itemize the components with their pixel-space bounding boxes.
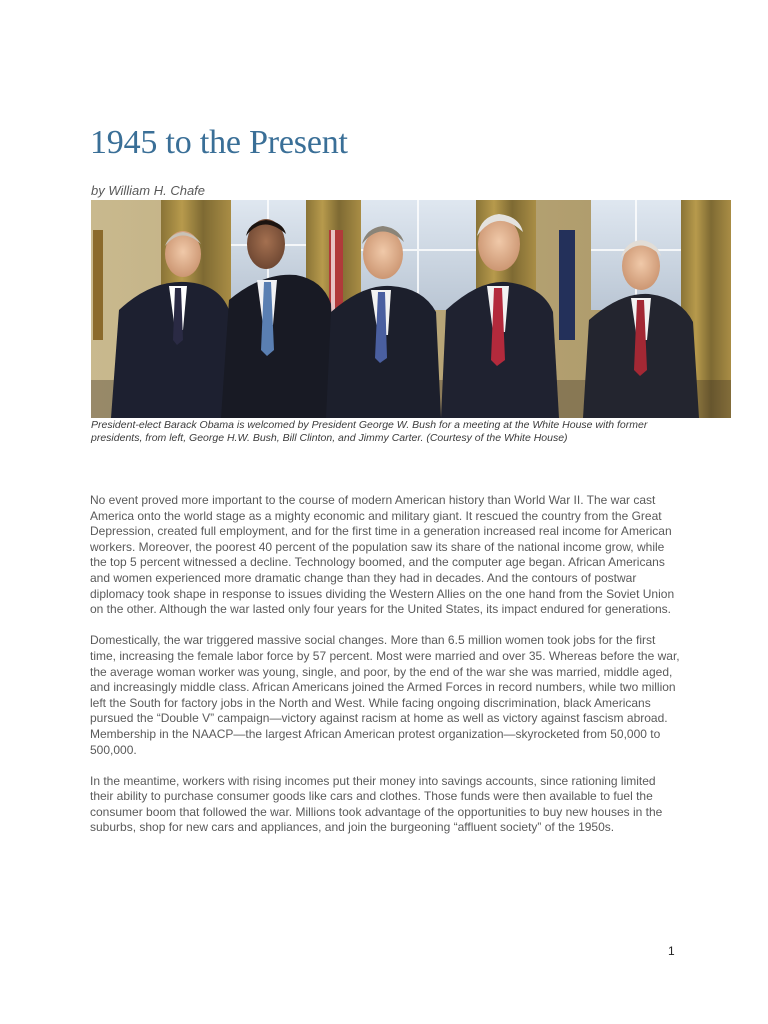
article-body bbox=[90, 493, 682, 852]
author-byline: by William H. Chafe bbox=[91, 183, 206, 198]
paragraph: Domestically, the war triggered massive social changes. More than 6.5 million women took jobs for the first time, increasing the female labor force by 57 percent. Most were married and over 35. Whereas before the war, the average woman worker was young, single, and poor, by the end of the war she was married, middle aged, and increasingly middle class. African Americans joined the Armed Forces in record numbers, while two million left the South for factory jobs in the North and West. While facing ongoing discrimination, black Americans pursued the “Double V” campaign—victory against racism at home as well as victory against fascism abroad. Membership in the NAACP—the largest African American protest organization—skyrocketed from 50,000 to 500,000. bbox=[90, 633, 680, 757]
presidents-photo bbox=[91, 200, 731, 418]
presidents-photo-illustration bbox=[91, 200, 731, 418]
paragraph: In the meantime, workers with rising incomes put their money into savings accounts, since rationing limited their ability to purchase consumer goods like cars and clothes. Those funds were then available to fuel the consumer boom that followed the war. Millions took advantage of the opportunities to buy new houses in the suburbs, shop for new cars and appliances, and join the burgeoning “affluent society” of the 1950s. bbox=[90, 773, 663, 835]
photo-caption: President-elect Barack Obama is welcomed by President George W. Bush for a meeting at the White House with former presidents, from left, George H.W. Bush, Bill Clinton, and Jimmy Carter. (Courtesy of the White House) bbox=[91, 419, 648, 444]
paragraph: No event proved more important to the course of modern American history than World War II. The war cast America onto the world stage as a mighty economic and military giant. It rescued the country from the Great Depression, created full employment, and for the first time in a generation increased real income for American workers. Moreover, the poorest 40 percent of the population saw its share of the national income grow, while the top 5 percent witnessed a decline. Technology boomed, and the computer age began. African Americans and women experienced more dramatic change than they had in decades. And the contours of postwar diplomacy took shape in response to issues dividing the Western Allies on the one hand from the Soviet Union on the other. Although the war lasted only four years for the United States, its impact endured for generations. bbox=[90, 493, 675, 617]
page-number: 1 bbox=[668, 944, 675, 958]
page-title: 1945 to the Present bbox=[90, 124, 348, 161]
